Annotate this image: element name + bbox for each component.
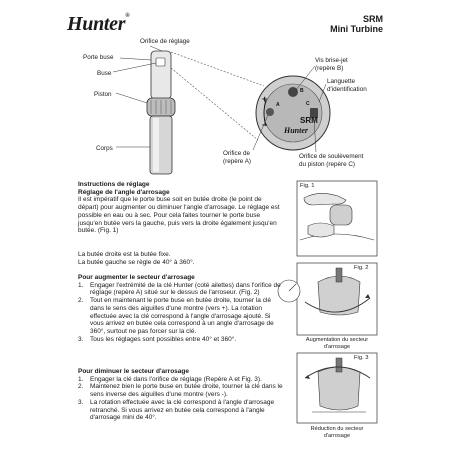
cap-letter-a: A xyxy=(276,102,280,108)
fixed-stop-text: La butée droite est la butée fixe. xyxy=(78,251,171,258)
increase-item xyxy=(78,336,283,344)
registered-mark: ® xyxy=(125,13,130,19)
label-corps: Corps xyxy=(96,145,113,152)
cap-code: SRM xyxy=(300,116,318,125)
fig3-caption xyxy=(292,426,382,439)
label-vis-line1: Vis brise-jet xyxy=(315,57,348,64)
fig1-label: Fig. 1 xyxy=(300,183,315,189)
increase-item xyxy=(78,297,283,336)
product-code: SRM xyxy=(363,14,383,24)
decrease-item xyxy=(78,399,283,422)
cap-minus: − xyxy=(262,120,268,130)
cap-letter-c: C xyxy=(306,101,310,107)
brand-name: Hunter xyxy=(67,13,126,35)
cap-brand: Hunter xyxy=(284,126,309,135)
fig2-caption-line2: d'arrosage xyxy=(323,343,351,350)
label-orifice-a-line1: Orifice de xyxy=(223,150,250,157)
label-vis-brise-jet xyxy=(315,57,348,72)
decrease-section xyxy=(78,368,283,422)
increase-item-text: Engager l'extrémité de la clé Hunter (coté ailettes) dans l'orifice de réglage (repère A) situé sur le dessus de l'arroseur. (Fig. 2) xyxy=(90,281,281,297)
decrease-item-number: 3. xyxy=(78,398,84,406)
instructions-subtitle: Réglage de l'angle d'arrosage xyxy=(78,188,170,196)
fig3-caption-line1: Réduction du secteur xyxy=(310,426,364,432)
label-orifice-a xyxy=(223,150,251,165)
decrease-item-text: La rotation effectuée avec la clé correspond à l'angle d'arrosage retranché. Si vous arrivez en butée cela correspond à l'angle d'arrosage mini de 40°. xyxy=(90,398,275,422)
increase-item-number: 1. xyxy=(78,281,84,289)
increase-section xyxy=(78,274,283,343)
instructions-para1: Il est impératif que le porte buse soit en butée droite (le point de départ) pour augmenter ou diminuer l'angle d'arrosage. Le réglage est possible en eau ou à sec. Pour cela faites tourner le porte buse jusqu'en butée vers la gauche, puis vers la droite également jusqu'en butée. (Fig. 1) xyxy=(78,196,280,235)
instructions-intro xyxy=(78,181,283,235)
decrease-item-text: Engager la clé dans l'orifice de réglage (Repère A et Fig. 3). xyxy=(90,375,262,383)
label-lift-line1: Orifice de soulèvement xyxy=(299,153,364,160)
increase-item-text: Tout en maintenant le porte buse en butée droite, tourner la clé dans le sens des aiguilles d'une montre (vers +). La rotation effectuée avec la clé correspond à l'angle d'arrosage ajouté. Si vous arrivez en butée cela correspond à un angle d'arrosage de 360°, surtout ne pas forcer sur la clé. xyxy=(90,297,274,335)
orifice-a-hole xyxy=(266,108,274,116)
increase-item-number: 3. xyxy=(78,335,84,343)
label-languette-line1: Languette xyxy=(327,78,356,85)
fig2-caption-line1: Augmentation du secteur xyxy=(305,337,369,343)
fig1-hand-lower xyxy=(308,223,334,237)
label-orifice-reglage: Orifice de réglage xyxy=(140,38,190,45)
label-orifice-soulevement xyxy=(299,153,363,168)
label-vis-line2: (repère B) xyxy=(315,64,344,72)
fig3-caption-line2: d'arrosage xyxy=(323,432,351,439)
label-lift-line2: du piston (repère C) xyxy=(299,160,355,168)
label-languette-line2: d'identification xyxy=(327,85,367,93)
stops-info xyxy=(78,251,283,266)
nozzle-shape xyxy=(156,58,165,66)
label-piston: Piston xyxy=(94,91,112,98)
label-buse: Buse xyxy=(97,70,112,77)
fig2-key xyxy=(336,268,342,282)
left-stop-text: La butée gauche se règle de 40° à 360°. xyxy=(78,258,195,266)
fig2-caption xyxy=(292,337,382,350)
product-name: Mini Turbine xyxy=(330,24,383,34)
instructions-title: Instructions de réglage xyxy=(78,181,150,188)
decrease-item xyxy=(78,376,283,384)
increase-item-number: 2. xyxy=(78,297,84,305)
screw-b-hole xyxy=(288,87,298,97)
decrease-title: Pour diminuer le secteur d'arrosage xyxy=(78,368,189,375)
fig2-label: Fig. 2 xyxy=(354,265,369,271)
label-orifice-a-line2: (repère A) xyxy=(223,157,251,165)
increase-item-text: Tous les réglages sont possibles entre 40° et 360°. xyxy=(90,335,237,343)
fig3-sprinkler-head xyxy=(318,367,360,410)
decrease-item-number: 1. xyxy=(78,375,84,383)
decrease-item-number: 2. xyxy=(78,383,84,391)
cap-plus: + xyxy=(262,94,268,104)
label-languette xyxy=(327,78,367,93)
fig3-label: Fig. 3 xyxy=(354,355,369,361)
decrease-item-text: Maintenez bien le porte buse en butée droite, tourner la clé dans le sens inverse des aiguilles d'une montre (vers -). xyxy=(90,383,283,399)
increase-item xyxy=(78,282,283,297)
fig3-key xyxy=(336,358,342,372)
decrease-item xyxy=(78,383,283,398)
label-porte-buse: Porte buse xyxy=(83,54,114,61)
fig1-sprinkler-head xyxy=(330,205,352,225)
cap-letter-b: B xyxy=(300,88,304,94)
increase-title: Pour augmenter le secteur d'arrosage xyxy=(78,274,195,281)
